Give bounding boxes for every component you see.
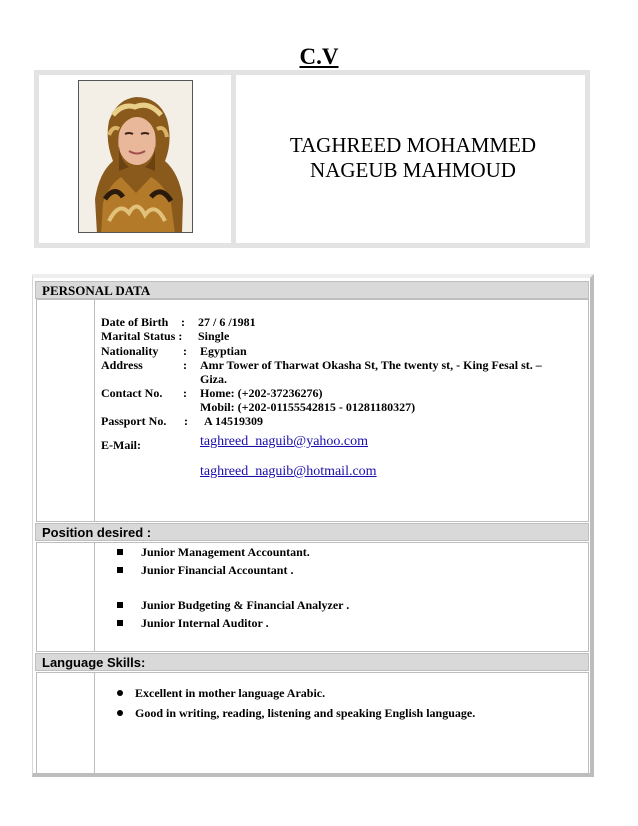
position-left-cell bbox=[36, 542, 95, 652]
address-line-2: Giza. bbox=[200, 372, 227, 386]
cv-title: C.V bbox=[299, 44, 339, 69]
dob-value: 27 / 6 /1981 bbox=[198, 315, 256, 329]
marital-label: Marital Status : bbox=[101, 329, 183, 343]
name-line-2: NAGEUB MAHMOUD bbox=[310, 158, 516, 182]
contact-home: Home: (+202-37236276) bbox=[200, 386, 323, 400]
dob-label: Date of Birth bbox=[101, 315, 169, 329]
email-yahoo-link[interactable]: taghreed_naguib@yahoo.com bbox=[200, 434, 369, 449]
position-item: Junior Financial Accountant . bbox=[141, 563, 294, 577]
profile-photo-drawing bbox=[79, 81, 193, 233]
address-line-1: Amr Tower of Tharwat Okasha St, The twenty st, - King Fesal st. – bbox=[200, 358, 542, 372]
candidate-name bbox=[236, 133, 590, 183]
contact-colon: : bbox=[183, 386, 187, 400]
position-desired-heading-text: Position desired : bbox=[42, 525, 152, 540]
profile-photo bbox=[78, 80, 193, 233]
dob-colon: : bbox=[181, 315, 185, 329]
language-skills-heading bbox=[35, 653, 589, 671]
position-item: Junior Internal Auditor . bbox=[141, 616, 269, 630]
email-label: E-Mail: bbox=[101, 438, 141, 452]
language-left-cell bbox=[36, 672, 95, 774]
address-colon: : bbox=[183, 358, 187, 372]
bullet-dot-icon bbox=[117, 710, 123, 716]
name-line-1: TAGHREED MOHAMMED bbox=[289, 133, 537, 157]
personal-data-heading bbox=[35, 281, 589, 299]
position-item: Junior Management Accountant. bbox=[141, 545, 310, 559]
bullet-square-icon bbox=[117, 620, 123, 626]
nationality-label: Nationality bbox=[101, 344, 159, 358]
marital-value: Single bbox=[198, 329, 230, 343]
language-skills-heading-text: Language Skills: bbox=[42, 655, 146, 670]
position-desired-heading bbox=[35, 523, 589, 541]
language-item: Excellent in mother language Arabic. bbox=[135, 686, 326, 700]
nationality-value: Egyptian bbox=[200, 344, 247, 358]
bullet-square-icon bbox=[117, 602, 123, 608]
language-item: Good in writing, reading, listening and speaking English language. bbox=[135, 706, 476, 720]
passport-colon: : bbox=[184, 414, 188, 428]
personal-data-heading-text: PERSONAL DATA bbox=[42, 283, 151, 298]
contact-mobile: Mobil: (+202-01155542815 - 01281180327) bbox=[200, 400, 416, 414]
position-item: Junior Budgeting & Financial Analyzer . bbox=[141, 598, 350, 612]
passport-label: Passport No. bbox=[101, 414, 167, 428]
address-label: Address bbox=[101, 358, 143, 372]
contact-label: Contact No. bbox=[101, 386, 163, 400]
email-hotmail-link[interactable]: taghreed_naguib@hotmail.com bbox=[200, 464, 377, 479]
bullet-dot-icon bbox=[117, 690, 123, 696]
bullet-square-icon bbox=[117, 549, 123, 555]
passport-value: A 14519309 bbox=[204, 414, 264, 428]
personal-data-left-cell bbox=[36, 299, 95, 522]
nationality-colon: : bbox=[183, 344, 187, 358]
bullet-square-icon bbox=[117, 567, 123, 573]
